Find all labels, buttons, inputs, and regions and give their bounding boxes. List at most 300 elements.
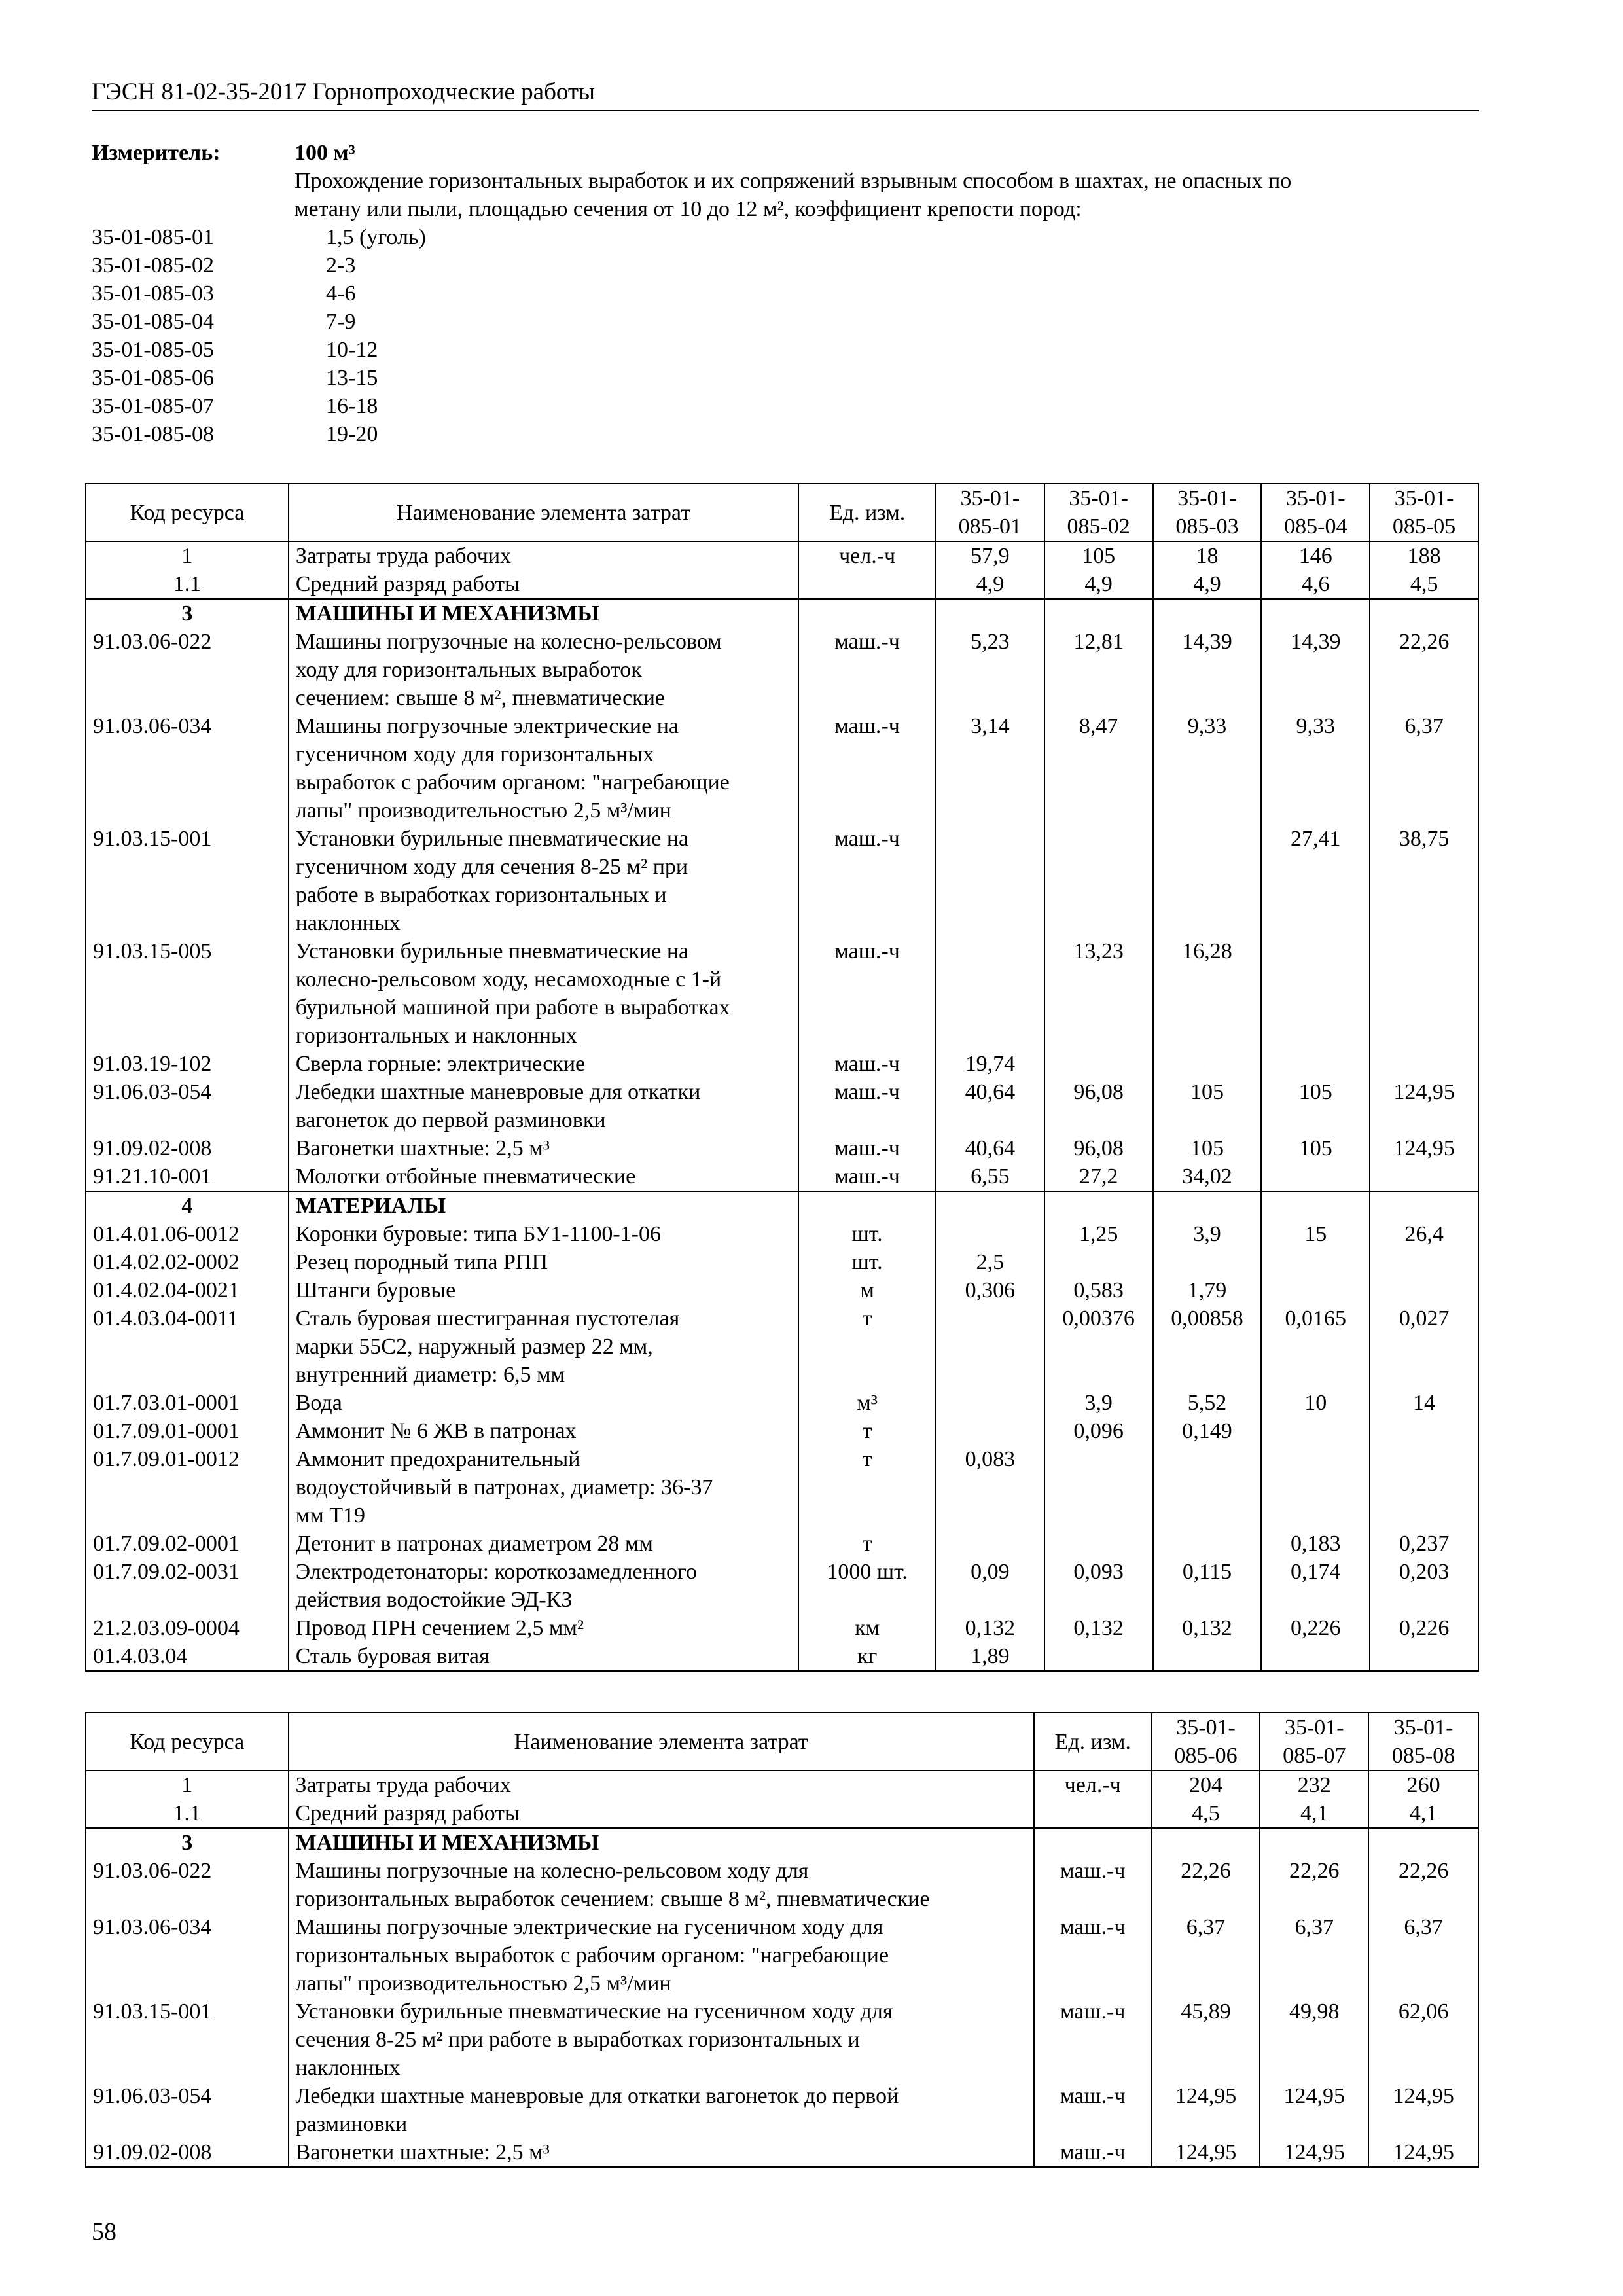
value-cell: 26,4 [1370, 1220, 1478, 1248]
unit-cell [1034, 1799, 1152, 1828]
unit-cell [798, 570, 936, 599]
table-row [86, 825, 1478, 937]
resource-table-2 [85, 1712, 1479, 2168]
value-cell: 260 [1368, 1770, 1478, 1799]
value-cell: 4,5 [1152, 1799, 1260, 1828]
resource-code-cell: 3 [86, 599, 289, 628]
resource-code-cell: 91.21.10-001 [86, 1162, 289, 1191]
table-row [86, 1770, 1478, 1799]
value-cell [1153, 1530, 1262, 1558]
table-row [86, 1276, 1478, 1304]
value-cell [936, 1530, 1044, 1558]
resource-name-cell: Сталь буровая витая [289, 1642, 799, 1671]
resource-code-cell: 01.4.02.02-0002 [86, 1248, 289, 1276]
value-cell [936, 1304, 1044, 1389]
value-cell [1261, 1248, 1370, 1276]
value-cell [936, 825, 1044, 937]
resource-name-cell: Машины погрузочные электрические на гусеничном ходу для горизонтальных выработок с рабочим органом: "нагребающие лапы" производительностью 2,5 м³/мин [289, 712, 799, 825]
value-cell: 0,226 [1261, 1614, 1370, 1642]
value-cell: 0,00858 [1153, 1304, 1262, 1389]
table-row [86, 1799, 1478, 1828]
value-cell: 6,55 [936, 1162, 1044, 1191]
resource-code-cell: 91.03.15-001 [86, 825, 289, 937]
value-cell [1044, 1530, 1153, 1558]
unit-cell: кг [798, 1642, 936, 1671]
table-row [86, 1445, 1478, 1530]
resource-name-cell: Вода [289, 1389, 799, 1417]
unit-cell: т [798, 1304, 936, 1389]
resource-code-cell: 91.06.03-054 [86, 2082, 289, 2138]
table-row [86, 1220, 1478, 1248]
value-cell: 124,95 [1260, 2138, 1368, 2167]
unit-cell: чел.-ч [798, 541, 936, 570]
column-header: 35-01- 085-05 [1370, 484, 1478, 541]
value-cell [1261, 1050, 1370, 1078]
value-cell: 0,226 [1370, 1614, 1478, 1642]
value-cell [1261, 1417, 1370, 1445]
table-header-row [86, 484, 1478, 541]
resource-code-cell: 01.7.09.02-0001 [86, 1530, 289, 1558]
value-cell: 27,41 [1261, 825, 1370, 937]
unit-cell: шт. [798, 1220, 936, 1248]
value-cell [1153, 1050, 1262, 1078]
unit-cell: маш.-ч [798, 937, 936, 1050]
value-cell [936, 1417, 1044, 1445]
code-list-item [92, 336, 1479, 364]
code-list-value: 7-9 [326, 310, 356, 334]
table-row [86, 1530, 1478, 1558]
column-header: 35-01- 085-06 [1152, 1713, 1260, 1770]
value-cell: 0,149 [1153, 1417, 1262, 1445]
column-header: 35-01- 085-04 [1261, 484, 1370, 541]
value-cell: 0,132 [1044, 1614, 1153, 1642]
unit-cell: маш.-ч [1034, 1913, 1152, 1998]
value-cell [1261, 1162, 1370, 1191]
value-cell: 40,64 [936, 1078, 1044, 1134]
value-cell: 15 [1261, 1220, 1370, 1248]
table-header-row [86, 1713, 1478, 1770]
resource-name-cell: Затраты труда рабочих [289, 541, 799, 570]
table-row [86, 570, 1478, 599]
value-cell: 1,79 [1153, 1276, 1262, 1304]
resource-code-cell: 01.4.03.04-0011 [86, 1304, 289, 1389]
resource-name-cell: Сталь буровая шестигранная пустотелая марки 55С2, наружный размер 22 мм, внутренний диаметр: 6,5 мм [289, 1304, 799, 1389]
table-row [86, 1417, 1478, 1445]
page-header [92, 77, 1479, 111]
resource-code-cell: 01.7.09.02-0031 [86, 1558, 289, 1614]
unit-cell: км [798, 1614, 936, 1642]
value-cell [1044, 1445, 1153, 1530]
resource-name-cell: Машины погрузочные на колесно-рельсовом ходу для горизонтальных выработок сечением: свыше 8 м², пневматические [289, 628, 799, 712]
value-cell: 6,37 [1368, 1913, 1478, 1998]
value-cell: 45,89 [1152, 1998, 1260, 2082]
value-cell [936, 1389, 1044, 1417]
value-cell: 18 [1153, 541, 1262, 570]
code-list-code: 35-01-085-02 [92, 253, 214, 278]
unit-cell: шт. [798, 1248, 936, 1276]
code-list-code: 35-01-085-05 [92, 338, 214, 362]
resource-name-cell: Лебедки шахтные маневровые для откатки вагонеток до первой разминовки [289, 2082, 1034, 2138]
resource-code-cell: 91.03.15-005 [86, 937, 289, 1050]
resource-code-cell: 91.09.02-008 [86, 1134, 289, 1162]
unit-cell: маш.-ч [798, 628, 936, 712]
value-cell [1368, 1828, 1478, 1857]
value-cell [1370, 1642, 1478, 1671]
unit-cell: маш.-ч [1034, 1857, 1152, 1913]
value-cell: 0,583 [1044, 1276, 1153, 1304]
unit-cell [798, 599, 936, 628]
column-header: Код ресурса [86, 1713, 289, 1770]
resource-code-cell: 91.03.06-022 [86, 1857, 289, 1913]
table-row [86, 1642, 1478, 1671]
value-cell [1153, 1642, 1262, 1671]
unit-cell: т [798, 1530, 936, 1558]
value-cell [1153, 599, 1262, 628]
table-row [86, 541, 1478, 570]
value-cell: 124,95 [1370, 1078, 1478, 1134]
resource-code-cell: 01.4.02.04-0021 [86, 1276, 289, 1304]
unit-cell [798, 1191, 936, 1220]
value-cell: 96,08 [1044, 1078, 1153, 1134]
value-cell: 12,81 [1044, 628, 1153, 712]
table-row [86, 1191, 1478, 1220]
table-row [86, 1304, 1478, 1389]
value-cell: 105 [1261, 1134, 1370, 1162]
resource-name-cell: Средний разряд работы [289, 1799, 1034, 1828]
code-list-code: 35-01-085-03 [92, 281, 214, 306]
value-cell: 40,64 [936, 1134, 1044, 1162]
value-cell: 188 [1370, 541, 1478, 570]
measure-value: 100 м³ [294, 141, 355, 165]
value-cell: 0,027 [1370, 1304, 1478, 1389]
column-header: Наименование элемента затрат [289, 1713, 1034, 1770]
unit-cell: маш.-ч [798, 1134, 936, 1162]
value-cell: 0,237 [1370, 1530, 1478, 1558]
resource-name-cell: Детонит в патронах диаметром 28 мм [289, 1530, 799, 1558]
value-cell: 0,083 [936, 1445, 1044, 1530]
value-cell [936, 937, 1044, 1050]
value-cell: 14,39 [1261, 628, 1370, 712]
unit-cell: маш.-ч [1034, 2082, 1152, 2138]
value-cell: 124,95 [1370, 1134, 1478, 1162]
value-cell: 22,26 [1370, 628, 1478, 712]
resource-name-cell: Резец породный типа РПП [289, 1248, 799, 1276]
value-cell: 4,9 [1044, 570, 1153, 599]
value-cell: 0,0165 [1261, 1304, 1370, 1389]
value-cell: 4,9 [936, 570, 1044, 599]
value-cell [1261, 1191, 1370, 1220]
code-list-item [92, 251, 1479, 279]
value-cell: 1,89 [936, 1642, 1044, 1671]
table-row [86, 1857, 1478, 1913]
value-cell: 5,23 [936, 628, 1044, 712]
resource-name-cell: Вагонетки шахтные: 2,5 м³ [289, 1134, 799, 1162]
value-cell: 204 [1152, 1770, 1260, 1799]
value-cell [1370, 1191, 1478, 1220]
code-list-code: 35-01-085-08 [92, 422, 214, 446]
resource-code-cell: 1.1 [86, 570, 289, 599]
resource-name-cell: Молотки отбойные пневматические [289, 1162, 799, 1191]
code-list-value: 10-12 [326, 338, 378, 362]
value-cell: 0,115 [1153, 1558, 1262, 1614]
description-row [92, 167, 1479, 195]
measure-label: Измеритель: [92, 141, 221, 165]
resource-name-cell: Электродетонаторы: короткозамедленного действия водостойкие ЭД-КЗ [289, 1558, 799, 1614]
value-cell [1261, 1642, 1370, 1671]
value-cell: 105 [1261, 1078, 1370, 1134]
resource-table-1 [85, 483, 1479, 1672]
resource-name-cell: Машины погрузочные электрические на гусеничном ходу для горизонтальных выработок с рабочим органом: "нагребающие лапы" производительностью 2,5 м³/мин [289, 1913, 1034, 1998]
value-cell: 0,306 [936, 1276, 1044, 1304]
value-cell [1153, 1191, 1262, 1220]
value-cell: 9,33 [1153, 712, 1262, 825]
value-cell: 4,9 [1153, 570, 1262, 599]
value-cell [936, 599, 1044, 628]
column-header: 35-01- 085-08 [1368, 1713, 1478, 1770]
value-cell: 8,47 [1044, 712, 1153, 825]
value-cell [1370, 1162, 1478, 1191]
table-row [86, 1998, 1478, 2082]
value-cell: 4,5 [1370, 570, 1478, 599]
value-cell: 14,39 [1153, 628, 1262, 712]
value-cell: 57,9 [936, 541, 1044, 570]
value-cell [1261, 1276, 1370, 1304]
table-row [86, 1828, 1478, 1857]
unit-cell: маш.-ч [798, 1050, 936, 1078]
value-cell: 62,06 [1368, 1998, 1478, 2082]
resource-code-cell: 01.4.03.04 [86, 1642, 289, 1671]
table-row [86, 628, 1478, 712]
measure-row [92, 139, 1479, 167]
code-list-item [92, 308, 1479, 336]
resource-name-cell: МАШИНЫ И МЕХАНИЗМЫ [289, 599, 799, 628]
value-cell [1152, 1828, 1260, 1857]
resource-code-cell: 1 [86, 541, 289, 570]
table-row [86, 599, 1478, 628]
code-list-value: 1,5 (уголь) [326, 225, 426, 249]
column-header: Код ресурса [86, 484, 289, 541]
value-cell: 49,98 [1260, 1998, 1368, 2082]
resource-code-cell: 91.03.19-102 [86, 1050, 289, 1078]
value-cell [1153, 1445, 1262, 1530]
page-number: 58 [92, 2218, 116, 2246]
value-cell [1370, 1276, 1478, 1304]
unit-cell: 1000 шт. [798, 1558, 936, 1614]
value-cell: 232 [1260, 1770, 1368, 1799]
resource-code-cell: 01.4.01.06-0012 [86, 1220, 289, 1248]
value-cell: 34,02 [1153, 1162, 1262, 1191]
value-cell: 146 [1261, 541, 1370, 570]
value-cell: 0,09 [936, 1558, 1044, 1614]
value-cell: 0,132 [936, 1614, 1044, 1642]
value-cell: 105 [1044, 541, 1153, 570]
column-header: Ед. изм. [1034, 1713, 1152, 1770]
resource-code-cell: 91.06.03-054 [86, 1078, 289, 1134]
value-cell: 19,74 [936, 1050, 1044, 1078]
table-row [86, 1389, 1478, 1417]
resource-name-cell: Коронки буровые: типа БУ1-1100-1-06 [289, 1220, 799, 1248]
value-cell: 3,9 [1044, 1389, 1153, 1417]
value-cell: 1,25 [1044, 1220, 1153, 1248]
code-list-value: 2-3 [326, 253, 356, 278]
resource-code-cell: 1 [86, 1770, 289, 1799]
table-row [86, 1248, 1478, 1276]
value-cell: 5,52 [1153, 1389, 1262, 1417]
value-cell: 6,37 [1152, 1913, 1260, 1998]
code-list-item [92, 223, 1479, 251]
value-cell [936, 1220, 1044, 1248]
value-cell [1261, 937, 1370, 1050]
value-cell: 96,08 [1044, 1134, 1153, 1162]
table-row [86, 1162, 1478, 1191]
resource-name-cell: Лебедки шахтные маневровые для откатки вагонеток до первой разминовки [289, 1078, 799, 1134]
code-list-code: 35-01-085-04 [92, 310, 214, 334]
value-cell [1044, 599, 1153, 628]
resource-code-cell: 91.03.06-034 [86, 712, 289, 825]
resource-code-cell: 01.7.03.01-0001 [86, 1389, 289, 1417]
resource-code-cell: 01.7.09.01-0001 [86, 1417, 289, 1445]
code-list-value: 13-15 [326, 366, 378, 390]
value-cell: 9,33 [1261, 712, 1370, 825]
unit-cell: маш.-ч [798, 1162, 936, 1191]
table-row [86, 1134, 1478, 1162]
column-header: 35-01- 085-07 [1260, 1713, 1368, 1770]
table-row [86, 937, 1478, 1050]
unit-cell [1034, 1828, 1152, 1857]
value-cell: 27,2 [1044, 1162, 1153, 1191]
unit-cell: чел.-ч [1034, 1770, 1152, 1799]
resource-code-cell: 3 [86, 1828, 289, 1857]
table-row [86, 1614, 1478, 1642]
value-cell [1370, 1050, 1478, 1078]
value-cell: 105 [1153, 1078, 1262, 1134]
value-cell [1260, 1828, 1368, 1857]
resource-code-cell: 1.1 [86, 1799, 289, 1828]
resource-name-cell: МАТЕРИАЛЫ [289, 1191, 799, 1220]
resource-name-cell: Сверла горные: электрические [289, 1050, 799, 1078]
value-cell: 22,26 [1260, 1857, 1368, 1913]
value-cell: 0,174 [1261, 1558, 1370, 1614]
resource-name-cell: Средний разряд работы [289, 570, 799, 599]
resource-name-cell: Вагонетки шахтные: 2,5 м³ [289, 2138, 1034, 2167]
value-cell: 105 [1153, 1134, 1262, 1162]
value-cell [1370, 1445, 1478, 1530]
code-list-value: 16-18 [326, 394, 378, 418]
value-cell [1370, 599, 1478, 628]
resource-code-cell: 01.7.09.01-0012 [86, 1445, 289, 1530]
resource-code-cell: 21.2.03.09-0004 [86, 1614, 289, 1642]
column-header: 35-01- 085-03 [1153, 484, 1262, 541]
value-cell [1261, 599, 1370, 628]
code-list-item [92, 364, 1479, 392]
resource-name-cell: Установки бурильные пневматические на колесно-рельсовом ходу, несамоходные с 1-й бурильной машиной при работе в выработках горизонтальных и наклонных [289, 937, 799, 1050]
value-cell: 0,093 [1044, 1558, 1153, 1614]
value-cell: 6,37 [1370, 712, 1478, 825]
value-cell: 3,14 [936, 712, 1044, 825]
code-list-value: 4-6 [326, 281, 356, 306]
resource-name-cell: Машины погрузочные на колесно-рельсовом ходу для горизонтальных выработок сечением: свыше 8 м², пневматические [289, 1857, 1034, 1913]
value-cell: 124,95 [1368, 2082, 1478, 2138]
code-list-code: 35-01-085-01 [92, 225, 214, 249]
value-cell: 14 [1370, 1389, 1478, 1417]
value-cell: 13,23 [1044, 937, 1153, 1050]
value-cell: 4,6 [1261, 570, 1370, 599]
resource-name-cell: Аммонит № 6 ЖВ в патронах [289, 1417, 799, 1445]
unit-cell: м [798, 1276, 936, 1304]
unit-cell: маш.-ч [798, 825, 936, 937]
resource-code-cell: 91.03.06-034 [86, 1913, 289, 1998]
value-cell: 4,1 [1368, 1799, 1478, 1828]
code-list-item [92, 420, 1479, 448]
value-cell: 124,95 [1260, 2082, 1368, 2138]
table-row [86, 2138, 1478, 2167]
unit-cell: т [798, 1445, 936, 1530]
value-cell: 6,37 [1260, 1913, 1368, 1998]
table-row [86, 1913, 1478, 1998]
resource-code-cell: 91.09.02-008 [86, 2138, 289, 2167]
value-cell: 2,5 [936, 1248, 1044, 1276]
value-cell [1370, 1248, 1478, 1276]
value-cell: 16,28 [1153, 937, 1262, 1050]
unit-cell: маш.-ч [798, 712, 936, 825]
value-cell: 22,26 [1152, 1857, 1260, 1913]
table-row [86, 1050, 1478, 1078]
unit-cell: маш.-ч [1034, 2138, 1152, 2167]
value-cell [1261, 1445, 1370, 1530]
resource-name-cell: МАШИНЫ И МЕХАНИЗМЫ [289, 1828, 1034, 1857]
value-cell: 124,95 [1152, 2138, 1260, 2167]
resource-name-cell: Провод ПРН сечением 2,5 мм² [289, 1614, 799, 1642]
unit-cell: т [798, 1417, 936, 1445]
intro-block [92, 139, 1479, 448]
column-header: 35-01- 085-02 [1044, 484, 1153, 541]
value-cell: 0,132 [1153, 1614, 1262, 1642]
value-cell: 3,9 [1153, 1220, 1262, 1248]
value-cell [1153, 1248, 1262, 1276]
unit-cell: м³ [798, 1389, 936, 1417]
code-list-item [92, 279, 1479, 308]
table-row [86, 712, 1478, 825]
value-cell [1044, 1248, 1153, 1276]
resource-name-cell: Установки бурильные пневматические на гусеничном ходу для сечения 8-25 м² при работе в выработках горизонтальных и наклонных [289, 825, 799, 937]
code-list [92, 223, 1479, 448]
value-cell: 0,203 [1370, 1558, 1478, 1614]
resource-name-cell: Затраты труда рабочих [289, 1770, 1034, 1799]
value-cell [1044, 1050, 1153, 1078]
column-header: 35-01- 085-01 [936, 484, 1044, 541]
value-cell: 22,26 [1368, 1857, 1478, 1913]
value-cell [1044, 1191, 1153, 1220]
resource-code-cell: 91.03.15-001 [86, 1998, 289, 2082]
resource-code-cell: 91.03.06-022 [86, 628, 289, 712]
value-cell: 4,1 [1260, 1799, 1368, 1828]
resource-name-cell: Установки бурильные пневматические на гусеничном ходу для сечения 8-25 м² при работе в выработках горизонтальных и наклонных [289, 1998, 1034, 2082]
code-list-code: 35-01-085-06 [92, 366, 214, 390]
table-row [86, 1078, 1478, 1134]
resource-name-cell: Штанги буровые [289, 1276, 799, 1304]
value-cell [1044, 825, 1153, 937]
description-text-2: метану или пыли, площадью сечения от 10 до 12 м², коэффициент крепости пород: [294, 197, 1082, 221]
value-cell: 10 [1261, 1389, 1370, 1417]
value-cell: 0,00376 [1044, 1304, 1153, 1389]
value-cell: 0,096 [1044, 1417, 1153, 1445]
description-text: Прохождение горизонтальных выработок и их сопряжений взрывным способом в шахтах, не опасных по [294, 169, 1292, 193]
description-row-2 [92, 195, 1479, 223]
value-cell [1153, 825, 1262, 937]
value-cell: 0,183 [1261, 1530, 1370, 1558]
code-list-value: 19-20 [326, 422, 378, 446]
code-list-code: 35-01-085-07 [92, 394, 214, 418]
